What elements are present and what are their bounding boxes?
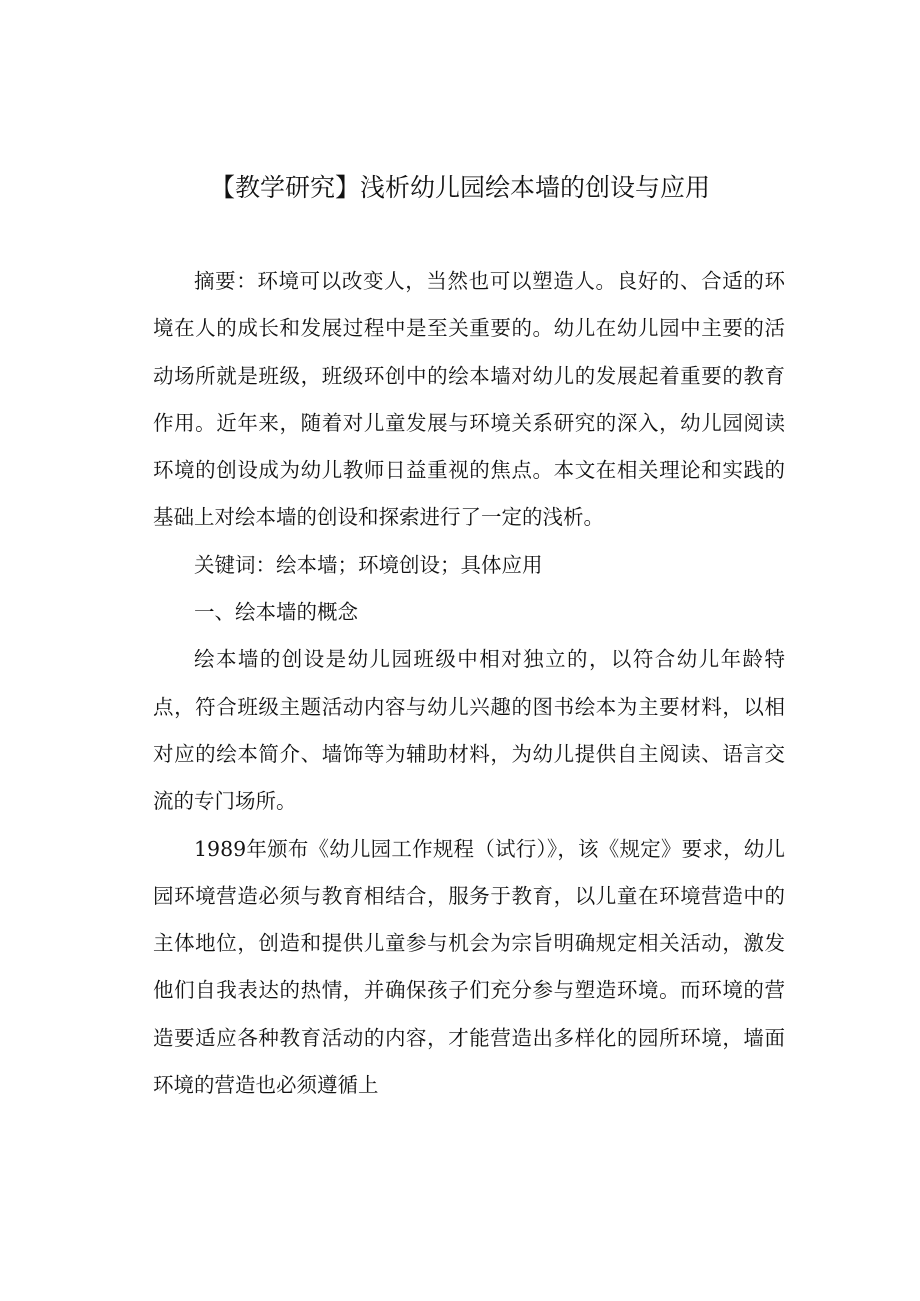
keywords-paragraph: 关键词：绘本墙；环境创设；具体应用 (194, 552, 543, 577)
definition-paragraph: 绘本墙的创设是幼儿园班级中相对独立的，以符合幼儿年龄特点，符合班级主题活动内容与幼儿兴趣的图书绘本为主要材料，以相对应的绘本简介、墙饰等为辅助材料，为幼儿提供自主阅读、语言交流的专门场所。 (153, 647, 785, 814)
regulation-paragraph: 1989年颁布《幼儿园工作规程（试行）》，该《规定》要求，幼儿园环境营造必须与教育相结合，服务于教育，以儿童在环境营造中的主体地位，创造和提供儿童参与机会为宗旨明确规定相关活动，激发他们自我表达的热情，并确保孩子们充分参与塑造环境。而环境的营造要适应各种教育活动的内容，才能营造出多样化的园所环境，墙面环境的营造也必须遵循上 (153, 836, 785, 1098)
document-body (153, 258, 785, 1109)
document-title: 【教学研究】浅析幼儿园绘本墙的创设与应用 (209, 173, 710, 202)
abstract-paragraph: 摘要：环境可以改变人，当然也可以塑造人。良好的、合适的环境在人的成长和发展过程中是至关重要的。幼儿在幼儿园中主要的活动场所就是班级，班级环创中的绘本墙对幼儿的发展起着重要的教育作用。近年来，随着对儿童发展与环境关系研究的深入，幼儿园阅读环境的创设成为幼儿教师日益重视的焦点。本文在相关理论和实践的基础上对绘本墙的创设和探索进行了一定的浅析。 (153, 269, 785, 530)
section-heading: 一、绘本墙的概念 (194, 600, 358, 625)
